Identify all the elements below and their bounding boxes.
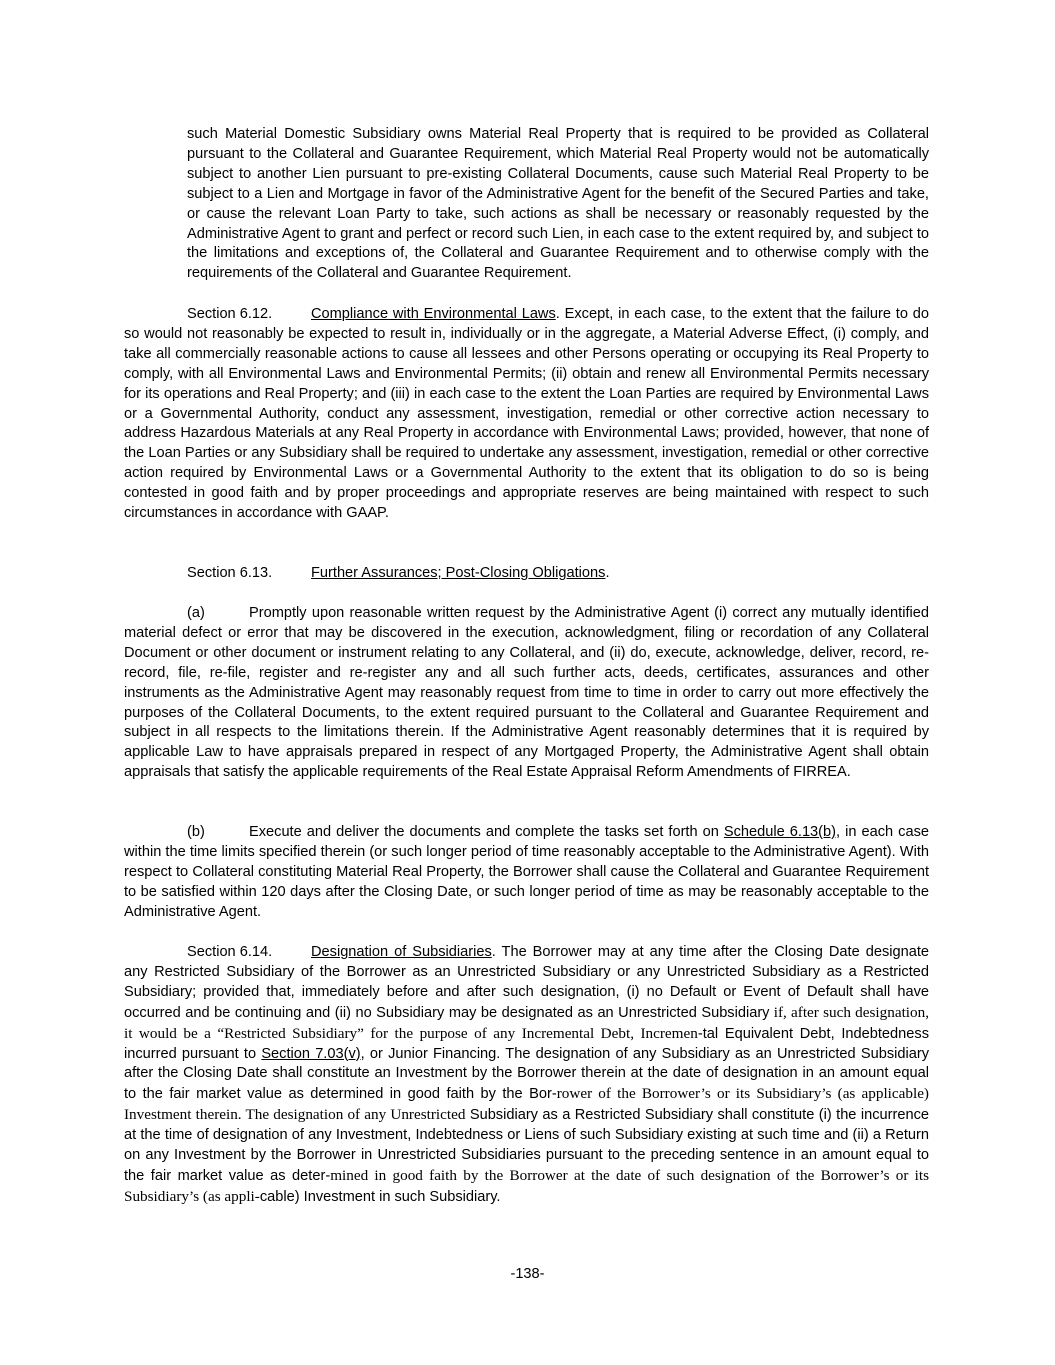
- clause-b-label: (b): [187, 824, 205, 840]
- section-6-13-number: Section 6.13.: [187, 565, 273, 581]
- section-6-14-body-7: mined in good faith by the Borrower at the date of such designation of the Borrower’s or its Subsidiary’s (as appli: [124, 1166, 929, 1205]
- section-7-03-v-reference: Section 7.03(v): [261, 1045, 361, 1062]
- continuation-paragraph: [187, 125, 929, 284]
- section-6-14-body-6: Subsidiary as a Restricted Subsidiary shall constitute (i) the incurrence at the time of designation of any Investment, Indebtedness or Liens of such Subsidiary existing at such time and (ii) a Return on any Investment by the Borrower in Unrestricted Subsidiaries pursuant to the preceding sentence in an amount equal to the fair market value as deter: [124, 1107, 929, 1184]
- section-6-14-body-8: cable) Investment in such Subsidiary.: [259, 1188, 501, 1205]
- section-6-14-hyphen-3: -: [325, 1167, 331, 1184]
- clause-a-paragraph: [124, 604, 929, 783]
- clause-b-body-after: , in each case within the time limits specified therein (or such longer period of time reasonably acceptable to the Administrative Agent). With respect to Collateral constituting Material Real Property, the Borrower shall cause the Collateral and Guarantee Requirement to be satisfied within 120 days after the Closing Date, or such longer period of time as may be reasonably acceptable to the Administrative Agent.: [124, 824, 929, 920]
- clause-a-label: (a): [187, 605, 205, 621]
- schedule-6-13-b-reference: Schedule 6.13(b): [723, 824, 837, 840]
- section-6-12-paragraph: [124, 305, 929, 524]
- section-6-13-heading: [124, 564, 929, 584]
- section-6-14-body-3: tal Equivalent Debt, Indebtedness incurred pursuant to: [124, 1025, 929, 1062]
- continuation-text: such Material Domestic Subsidiary owns Material Real Property that is required to be provided as Collateral pursuant to the Collateral and Guarantee Requirement, which Material Real Property would not be automatically subject to another Lien pursuant to pre-existing Collateral Documents, cause such Material Real Property to be subject to a Lien and Mortgage in favor of the Administrative Agent for the benefit of the Secured Parties and take, or cause the relevant Loan Party to take, such actions as shall be necessary or reasonably requested by the Administrative Agent to grant and perfect or record such Lien, in each case to the extent required by, and subject to the limitations and exceptions of, the Collateral and Guarantee Requirement and to otherwise comply with the requirements of the Collateral and Guarantee Requirement.: [187, 126, 930, 282]
- clause-b-body-before: Execute and deliver the documents and complete the tasks set forth on: [249, 824, 724, 840]
- section-6-14-body-4: , or Junior Financing. The designation of any Subsidiary as an Unrestricted Subsidiary after the Closing Date shall constitute an Investment by the Borrower therein at the date of designation in an amount equal to the fair market value as determined in good faith by the Bor: [124, 1045, 930, 1103]
- clause-b-paragraph: [124, 823, 929, 923]
- section-6-14-number: Section 6.14.: [187, 944, 273, 960]
- section-6-14-hyphen-1: -: [697, 1025, 703, 1042]
- section-6-14-hyphen-2: -: [551, 1086, 557, 1103]
- section-6-14-title: Designation of Subsidiaries: [311, 944, 492, 960]
- section-6-12-body: . Except, in each case, to the extent that the failure to do so would not reasonably be expected to result in, individually or in the aggregate, a Material Adverse Effect, (i) comply, and take all commercially reasonable actions to cause all lessees and other Persons operating or occupying its Real Property to comply, with all Environmental Laws and Environmental Permits; (ii) obtain and renew all Environmental Permits necessary for its operations and Real Property; and (iii) in each case to the extent the Loan Parties are required by Environmental Laws or a Governmental Authority, conduct any assessment, investigation, remedial or other corrective action necessary to address Hazardous Materials at any Real Property in accordance with Environmental Laws; provided, however, that none of the Loan Parties or any Subsidiary shall be required to undertake any assessment, investigation, remedial or other corrective action required by Environmental Laws or a Governmental Authority to the extent that its obligation to do so is being contested in good faith and by proper proceedings and appropriate reserves are being maintained with respect to such circumstances in accordance with GAAP.: [124, 306, 930, 522]
- section-6-12-title: Compliance with Environmental Laws: [311, 306, 556, 322]
- section-6-14-body-5: rower of the Borrower’s or its Subsidiary’s (as applicable) Investment therein. The designation of any Unrestricted: [124, 1085, 929, 1124]
- section-6-13-title: Further Assurances; Post-Closing Obligations: [311, 565, 606, 581]
- clause-a-body: Promptly upon reasonable written request by the Administrative Agent (i) correct any mutually identified material defect or error that may be discovered in the execution, acknowledgment, filing or recordation of any Collateral Document or other document or instrument relating to any Collateral, and (ii) do, execute, acknowledge, deliver, record, re-record, file, re-file, register and re-register any and all such further acts, deeds, certificates, assurances and other instruments as the Administrative Agent may reasonably request from time to time in order to carry out more effectively the purposes of the Collateral Documents, to the extent required pursuant to the Collateral and Guarantee Requirement and subject in all respects to the limitations therein. If the Administrative Agent reasonably determines that it is required by applicable Law to have appraisals prepared in respect of any Mortgaged Property, the Administrative Agent shall obtain appraisals that satisfy the applicable requirements of the Real Estate Appraisal Reform Amendments of FIRREA.: [124, 605, 929, 781]
- section-6-14-body-1: . The Borrower may at any time after the Closing Date designate any Restricted Subsidiary of the Borrower as an Unrestricted Subsidiary or any Unrestricted Subsidiary as a Restricted Subsidiary; provided that, immediately before and after such designation, (i) no Default or Event of Default shall have occurred and be continuing and (ii) no Subsidiary may be designated as an Unrestricted Subsidiary: [124, 944, 929, 1021]
- section-6-12-number: Section 6.12.: [187, 306, 273, 322]
- section-6-14-paragraph: [124, 943, 929, 1208]
- section-6-13-title-suffix: .: [605, 565, 610, 581]
- section-6-14-hyphen-4: -: [254, 1187, 260, 1205]
- page-number: -138-: [510, 1266, 545, 1282]
- section-6-14-body-2: if, after such designation, it would be a “Restricted Subsidiary” for the purpose of any Incremental Debt, Incremen: [124, 1003, 929, 1042]
